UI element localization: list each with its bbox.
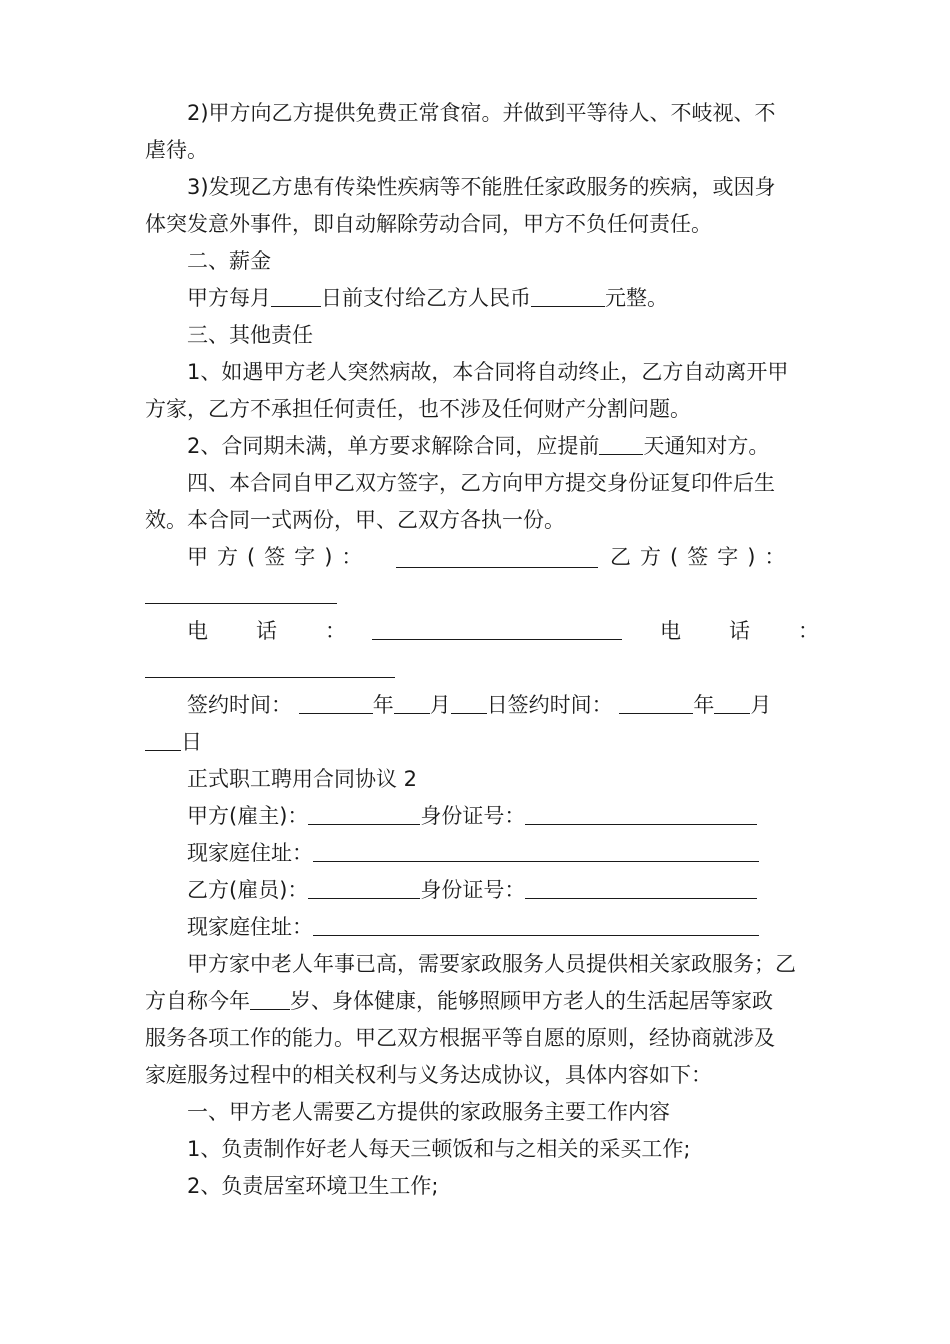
phone-label-a: 电话： [187, 619, 394, 643]
field-label: 现家庭住址： [187, 915, 313, 939]
address-line [187, 913, 807, 941]
phone-label-b: 电话： [660, 619, 867, 643]
blank-field [714, 691, 750, 714]
blank-field [271, 284, 321, 307]
list-item: 1、负责制作好老人每天三顿饭和与之相关的采买工作; [187, 1137, 691, 1161]
blank-field [619, 691, 693, 714]
phone-blank-b [145, 676, 395, 678]
paragraph-text: 方自称今年 [145, 989, 250, 1013]
paragraph-line: 效。本合同一式两份，甲、乙双方各执一份。 [145, 508, 565, 532]
paragraph-text: 岁、身体健康，能够照顾甲方老人的生活起居等家政 [290, 989, 773, 1013]
date-unit: 年 [372, 693, 394, 717]
paragraph-line: 虐待。 [145, 138, 208, 162]
paragraph-line [145, 987, 805, 1015]
paragraph-line: 服务各项工作的能力。甲乙双方根据平等自愿的原则，经协商就涉及 [145, 1026, 775, 1050]
salary-label: 甲方每月 [187, 286, 271, 310]
blank-field [313, 839, 759, 862]
blank-field [145, 728, 181, 751]
phone-blank-a [372, 638, 622, 640]
employee-line [187, 876, 807, 904]
field-label: 现家庭住址： [187, 841, 313, 865]
blank-field [531, 284, 605, 307]
paragraph-line: 四、本合同自甲乙双方签字，乙方向甲方提交身份证复印件后生 [187, 471, 775, 495]
paragraph-line: 3)发现乙方患有传染性疾病等不能胜任家政服务的疾病，或因身 [187, 175, 776, 199]
blank-field [525, 876, 757, 899]
date-line [187, 691, 807, 719]
section-heading: 三、其他责任 [187, 323, 313, 347]
field-label: 甲方(雇主)： [187, 804, 309, 828]
blank-field [299, 691, 373, 714]
blank-field [394, 691, 430, 714]
salary-label: 日前支付给乙方人民币 [321, 286, 531, 310]
field-label: 身份证号： [420, 804, 526, 828]
date-unit: 年 [693, 693, 715, 717]
paragraph-line: 甲方家中老人年事已高，需要家政服务人员提供相关家政服务；乙 [187, 952, 796, 976]
salary-label: 元整。 [605, 286, 668, 310]
employer-line [187, 802, 807, 830]
signature-blank-a [396, 566, 598, 568]
paragraph-line: 家庭服务过程中的相关权利与义务达成协议，具体内容如下： [145, 1063, 712, 1087]
signature-label-b: 乙方(签字)： [610, 545, 795, 569]
signature-label-a: 甲方(签字)： [187, 545, 372, 569]
paragraph-line: 1、如遇甲方老人突然病故，本合同将自动终止，乙方自动离开甲 [187, 360, 789, 384]
address-line [187, 839, 807, 867]
blank-field [308, 802, 420, 825]
section-heading: 二、薪金 [187, 249, 271, 273]
date-line-cont [145, 728, 805, 756]
blank-field [525, 802, 757, 825]
signature-blank-b [145, 602, 337, 604]
blank-field [599, 432, 643, 455]
document-title: 正式职工聘用合同协议 2 [187, 767, 418, 791]
date-label: 签约时间： [187, 693, 292, 717]
blank-field [250, 987, 290, 1010]
paragraph-line: 方家，乙方不承担任何责任，也不涉及任何财产分割问题。 [145, 397, 691, 421]
date-unit: 日 [181, 730, 202, 754]
salary-line [187, 284, 807, 312]
paragraph-text: 天通知对方。 [643, 434, 770, 458]
date-unit: 月 [429, 693, 451, 717]
blank-field [308, 876, 420, 899]
list-item: 2、负责居室环境卫生工作; [187, 1174, 439, 1198]
blank-field [451, 691, 487, 714]
paragraph-line: 体突发意外事件，即自动解除劳动合同，甲方不负任何责任。 [145, 212, 712, 236]
blank-field [313, 913, 759, 936]
section-heading: 一、甲方老人需要乙方提供的家政服务主要工作内容 [187, 1100, 670, 1124]
date-unit: 月 [750, 693, 772, 717]
date-label: 日签约时间： [486, 693, 613, 717]
field-label: 乙方(雇员)： [187, 878, 309, 902]
paragraph-text: 2、合同期未满，单方要求解除合同，应提前 [187, 434, 600, 458]
paragraph-line: 2)甲方向乙方提供免费正常食宿。并做到平等待人、不岐视、不 [187, 101, 776, 125]
field-label: 身份证号： [420, 878, 526, 902]
paragraph-line [187, 432, 807, 460]
